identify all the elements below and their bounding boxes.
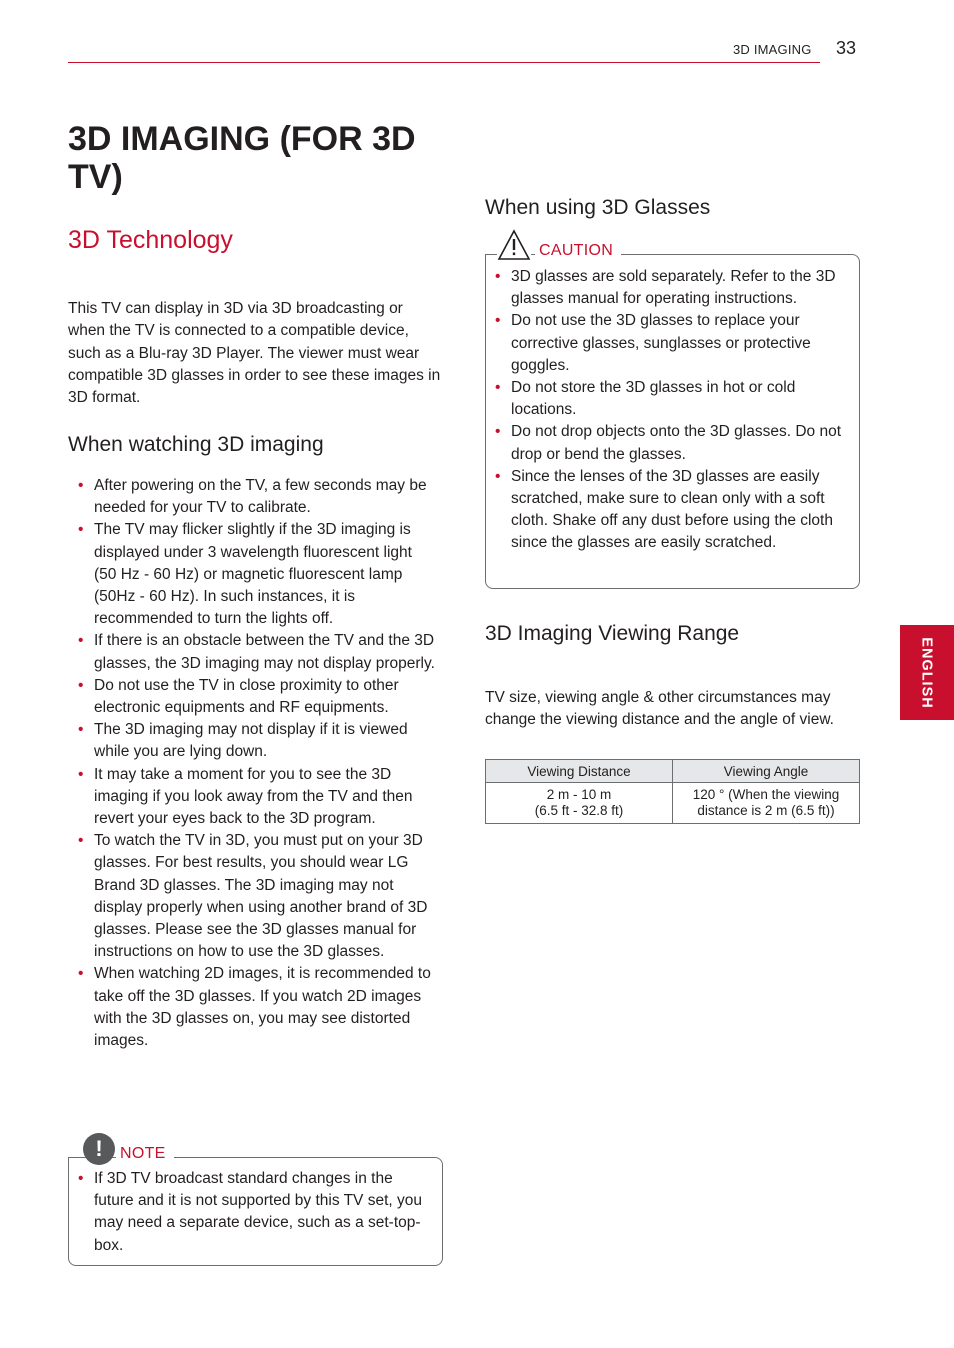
- warning-triangle-icon: [497, 229, 531, 261]
- list-item: • Since the lenses of the 3D glasses are easily scratched, make sure to clean only with a soft cloth. Shake off any dust before using the cloth since the glasses are easily scratched.: [485, 466, 847, 555]
- list-item: • Do not use the 3D glasses to replace your corrective glasses, sunglasses or protective goggles.: [485, 310, 847, 377]
- table-header-row: [486, 760, 860, 783]
- viewing-range-table: [485, 759, 860, 824]
- range-heading: 3D Imaging Viewing Range: [485, 622, 740, 645]
- page-number: 33: [836, 38, 857, 58]
- column-header: Viewing Distance: [486, 760, 673, 783]
- language-tab-label-wrap: [900, 625, 954, 720]
- table-cell-distance: [486, 783, 673, 824]
- list-item: • To watch the TV in 3D, you must put on your 3D glasses. For best results, you should wear LG Brand 3D glasses. The 3D imaging may not display properly when using another brand of 3D glasses. Please see the 3D glasses manual for instructions on how to use the 3D glasses.: [68, 830, 438, 963]
- list-item: • It may take a moment for you to see the 3D imaging if you look away from the TV and then revert your eyes back to the 3D program.: [68, 764, 438, 831]
- table-cell-angle: [673, 783, 860, 824]
- glasses-heading: When using 3D Glasses: [485, 196, 711, 219]
- caution-label: CAUTION: [535, 242, 621, 260]
- cell-line: 2 m - 10 m: [546, 787, 612, 802]
- exclamation-icon: !: [83, 1133, 115, 1165]
- cell-line: (6.5 ft - 32.8 ft): [534, 803, 624, 818]
- watching-heading: When watching 3D imaging: [68, 433, 324, 456]
- list-item: • After powering on the TV, a few seconds may be needed for your TV to calibrate.: [68, 475, 438, 519]
- section-title: 3D Technology: [68, 226, 233, 254]
- list-item: • 3D glasses are sold separately. Refer to the 3D glasses manual for operating instructions.: [485, 266, 847, 310]
- running-header-section: 3D IMAGING: [733, 42, 812, 57]
- range-paragraph: TV size, viewing angle & other circumstances may change the viewing distance and the angle of view.: [485, 689, 834, 729]
- list-item: • If there is an obstacle between the TV and the 3D glasses, the 3D imaging may not display properly.: [68, 630, 438, 674]
- language-tab-label: ENGLISH: [919, 636, 936, 709]
- note-list: [68, 1168, 430, 1257]
- header-rule: [68, 62, 820, 63]
- list-item: • If 3D TV broadcast standard changes in the future and it is not supported by this TV set, you may need a separate device, such as a set-top-box.: [68, 1168, 430, 1257]
- list-item: • Do not drop objects onto the 3D glasses. Do not drop or bend the glasses.: [485, 421, 847, 465]
- intro-paragraph: This TV can display in 3D via 3D broadcasting or when the TV is connected to a compatible device, such as a Blu-ray 3D Player. The viewer must wear compatible 3D glasses in order to see these images in 3D format.: [68, 300, 441, 407]
- note-label: NOTE: [116, 1145, 174, 1163]
- table-row: [486, 783, 860, 824]
- cell-line: 120 ° (When the viewing: [692, 787, 840, 802]
- list-item: • The 3D imaging may not display if it is viewed while you are lying down.: [68, 719, 438, 763]
- list-item: • Do not use the TV in close proximity to other electronic equipments and RF equipments.: [68, 675, 438, 719]
- cell-line: distance is 2 m (6.5 ft)): [697, 803, 835, 818]
- page-title: 3D IMAGING (FOR 3D TV): [68, 120, 416, 196]
- caution-list: [485, 266, 847, 555]
- list-item: • Do not store the 3D glasses in hot or cold locations.: [485, 377, 847, 421]
- list-item: • When watching 2D images, it is recommended to take off the 3D glasses. If you watch 2D images with the 3D glasses on, you may see distorted images.: [68, 963, 438, 1052]
- column-header: Viewing Angle: [673, 760, 860, 783]
- watching-list: [68, 475, 438, 1052]
- list-item: • The TV may flicker slightly if the 3D imaging is displayed under 3 wavelength fluorescent light (50 Hz - 60 Hz) or magnetic fluorescent lamp (50Hz - 60 Hz). In such instances, it is recommended to turn the lights off.: [68, 519, 438, 630]
